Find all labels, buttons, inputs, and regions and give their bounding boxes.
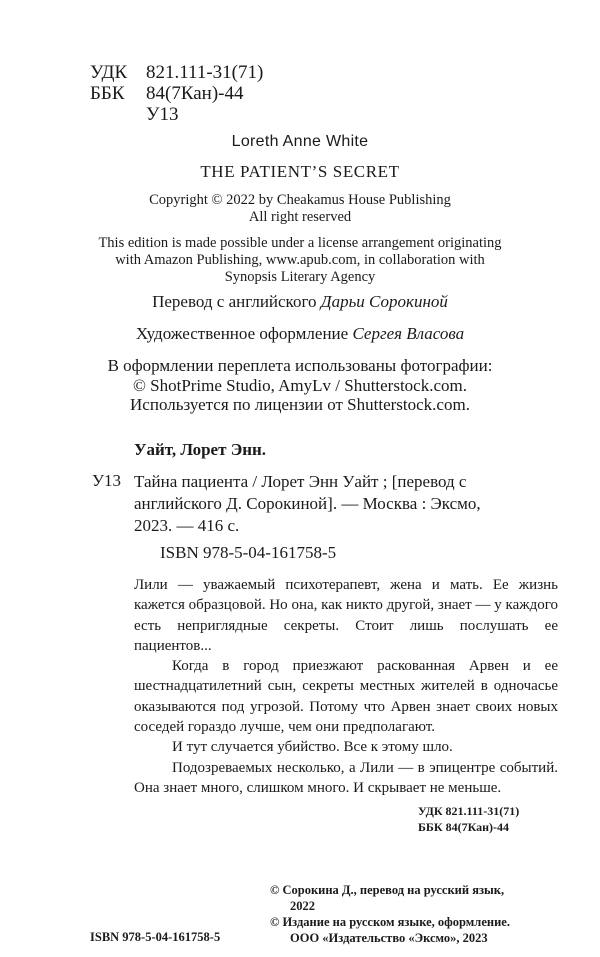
artist-name: Сергея Власова (352, 324, 465, 343)
photo-credit-line: © ShotPrime Studio, AmyLv / Shutterstock.com. (132, 375, 468, 395)
translation-copyright: © Сорокина Д., перевод на русский язык, (270, 883, 505, 897)
edition-copyright: © Издание на русском языке, оформление. (270, 915, 510, 929)
photo-credits (0, 356, 600, 415)
bibliographic-description (134, 471, 564, 537)
footer-classification (418, 803, 519, 835)
license-line: This edition is made possible under a license arrangement originating (98, 235, 502, 251)
annotation-paragraph: Когда в город приезжают раскованная Арвен и ее шестнадцатилетний сын, секреты местных жителей в одночасье оказываются под угрозой. Потому что Арвен знает своих новых соседей гораздо лучше, чем они предполагают. (134, 658, 558, 736)
footer-isbn: ISBN 978-5-04-161758-5 (90, 930, 221, 944)
translation-copyright-year: 2022 (290, 899, 315, 913)
translation-credit (0, 292, 600, 312)
publisher-copyright: ООО «Издательство «Эксмо», 2023 (290, 931, 488, 945)
bib-line: Тайна пациента / Лорет Энн Уайт ; [перевод с (134, 472, 467, 491)
author-mark-row (90, 104, 263, 125)
classification-codes (90, 62, 263, 125)
bibliographic-code: У13 (92, 471, 122, 490)
rights-line: All right reserved (248, 209, 352, 225)
translation-prefix: Перевод с английского (152, 292, 321, 311)
bib-line: английского Д. Сорокиной]. — Москва : Эксмо, (134, 494, 481, 513)
copyright-notice (0, 192, 600, 226)
art-prefix: Художественное оформление (135, 324, 353, 343)
footer-bbk: ББК 84(7Кан)-44 (418, 820, 510, 834)
bbk-label: ББК (90, 83, 125, 104)
annotation-paragraph: Подозреваемых несколько, а Лили — в эпицентре событий. Она знает много, слишком много. И скрывает не меньше. (134, 759, 558, 796)
bibliographic-heading: Уайт, Лорет Энн. (134, 440, 267, 459)
udk-value: 821.111-31(71) (146, 62, 264, 83)
annotation (134, 575, 558, 798)
original-author: Loreth Anne White (231, 133, 369, 150)
photo-credit-line: В оформлении переплета использованы фотографии: (107, 356, 493, 375)
photo-credit-line: Используется по лицензии от Shutterstock.com. (130, 395, 470, 414)
bbk-value: 84(7Кан)-44 (146, 83, 244, 104)
translator-name: Дарьи Сорокиной (320, 292, 448, 311)
license-line: Synopsis Literary Agency (224, 269, 376, 285)
bibliographic-isbn: ISBN 978-5-04-161758-5 (160, 543, 337, 562)
footer-udk: УДК 821.111-31(71) (418, 804, 520, 818)
author-mark: У13 (146, 104, 179, 125)
bib-line: 2023. — 416 с. (134, 516, 240, 535)
annotation-paragraph: Лили — уважаемый психотерапевт, жена и мать. Ее жизнь кажется образцовой. Но она, как никто другой, знает — у каждого есть неприглядные секреты. Стоит лишь послушать ее пациентов... (134, 577, 558, 654)
original-title: THE PATIENT’S SECRET (200, 162, 400, 181)
copyright-line: Copyright © 2022 by Cheakamus House Publishing (149, 192, 451, 208)
license-line: with Amazon Publishing, www.apub.com, in collaboration with (115, 252, 485, 268)
footer-copyrights (270, 882, 510, 946)
license-notice (0, 235, 600, 286)
udk-row (90, 62, 263, 83)
udk-label: УДК (90, 62, 128, 83)
art-credit (0, 324, 600, 344)
bbk-row (90, 83, 263, 104)
annotation-paragraph: И тут случается убийство. Все к этому шло. (172, 739, 453, 756)
